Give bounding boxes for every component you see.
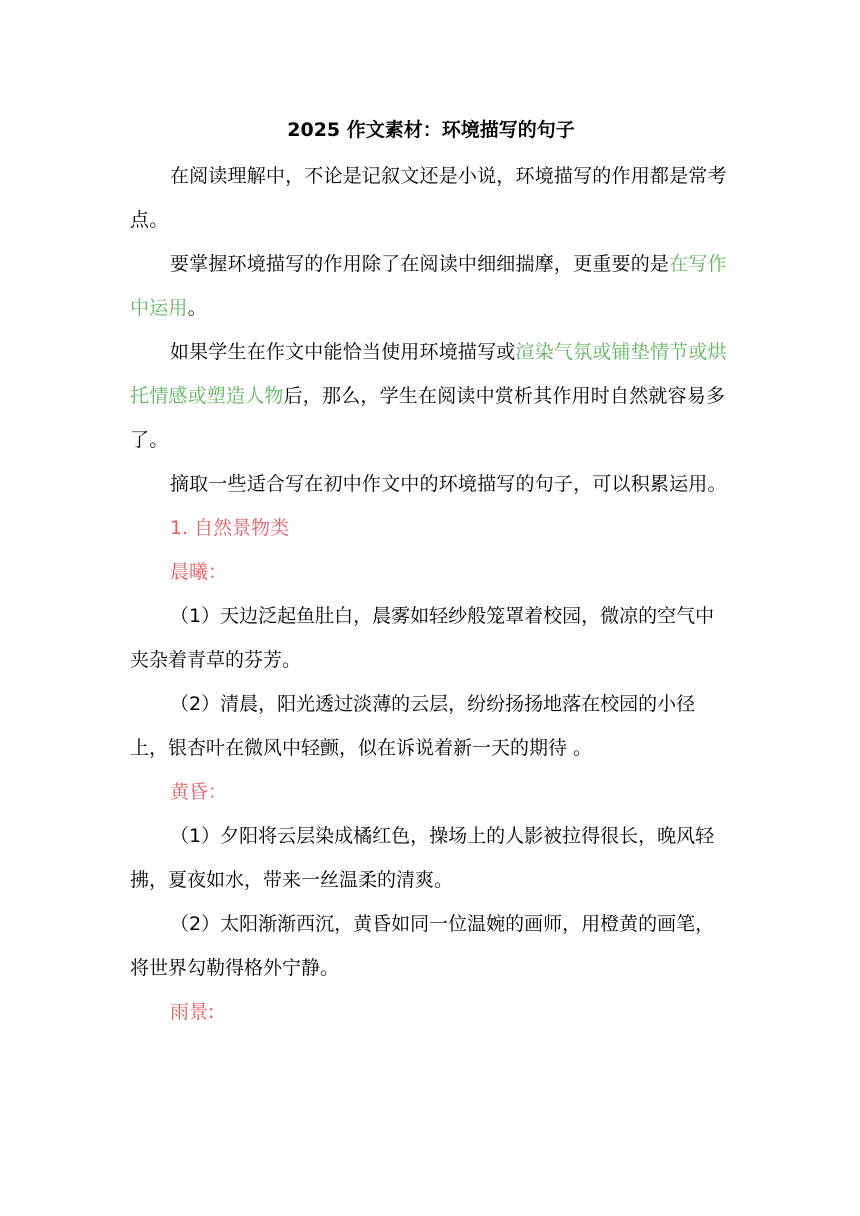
- paragraph-excerpt-text: 摘取一些适合写在初中作文中的环境描写的句子，可以积累运用。: [169, 473, 727, 495]
- dawn-sentence-2: （2）清晨，阳光透过淡薄的云层，纷纷扬扬地落在校园的小径上，银杏叶在微风中轻颤，似在诉说着新一天的期待 。: [130, 693, 696, 759]
- dawn-sentence-1: （1）天边泛起鱼肚白，晨雾如轻纱般笼罩着校园，微凉的空气中夹杂着青草的芬芳。: [130, 605, 715, 671]
- paragraph-writing: [130, 242, 732, 330]
- paragraph-usage-end: 后，那么，学生在阅读中赏析其作用时自然就容易多了。: [130, 385, 726, 451]
- paragraph-usage: [130, 330, 732, 462]
- label-dusk: 黄昏：: [170, 781, 228, 803]
- dusk-sentence-1: （1）夕阳将云层染成橘红色，操场上的人影被拉得很长，晚风轻拂，夏夜如水，带来一丝温柔的清爽。: [130, 825, 715, 891]
- paragraph-intro: [130, 154, 732, 242]
- dusk-sentence-2: （2）太阳渐渐西沉，黄昏如同一位温婉的画师，用橙黄的画笔，将世界勾勒得格外宁静。: [130, 913, 715, 979]
- document-title: 2025 作文素材：环境描写的句子: [287, 119, 575, 141]
- paragraph-excerpt: [130, 462, 732, 506]
- label-dawn: 晨曦：: [170, 561, 228, 583]
- paragraph-usage-text: 如果学生在作文中能恰当使用环境描写或: [169, 341, 516, 363]
- paragraph-writing-end: 。: [187, 297, 207, 319]
- paragraph-intro-text: 在阅读理解中，不论是记叙文还是小说，环境描写的作用都是常考点。: [130, 165, 727, 231]
- paragraph-writing-text: 要掌握环境描写的作用除了在阅读中细细揣摩，更重要的是: [169, 253, 670, 275]
- highlight-functions: 渲染气氛或铺垫情节或烘托情感或塑造人物: [130, 341, 727, 407]
- label-rain: 雨景:: [170, 1001, 215, 1023]
- section-heading-nature: 1. 自然景物类: [170, 517, 290, 539]
- highlight-writing: 在写作中运用: [130, 253, 727, 319]
